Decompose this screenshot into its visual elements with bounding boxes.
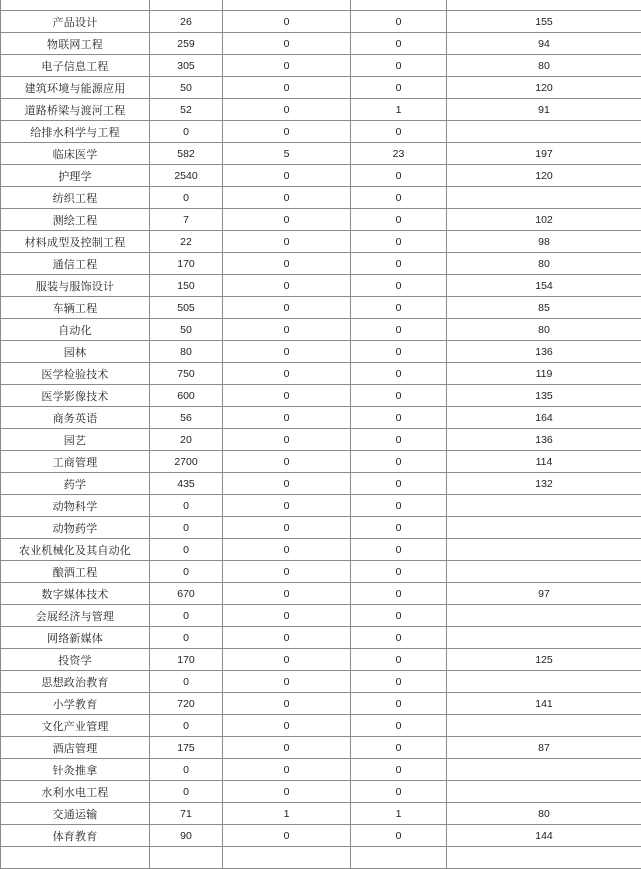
value-cell-2: 0 — [223, 209, 351, 231]
value-cell-4: 94 — [447, 33, 641, 55]
value-cell-4: 80 — [447, 253, 641, 275]
value-cell-1: 170 — [150, 253, 223, 275]
value-cell-1: 0 — [150, 605, 223, 627]
value-cell-3: 23 — [351, 143, 447, 165]
value-cell-4 — [447, 715, 641, 737]
value-cell-2: 0 — [223, 55, 351, 77]
value-cell-4: 119 — [447, 363, 641, 385]
table-row — [1, 605, 641, 627]
value-cell-3: 0 — [351, 121, 447, 143]
value-cell-2: 0 — [223, 649, 351, 671]
value-cell-3: 0 — [351, 231, 447, 253]
value-cell-1: 50 — [150, 77, 223, 99]
value-cell-4: 87 — [447, 737, 641, 759]
value-cell-1: 2700 — [150, 451, 223, 473]
value-cell-1: 0 — [150, 517, 223, 539]
table-row — [1, 803, 641, 825]
value-cell-1: 71 — [150, 803, 223, 825]
major-name-cell: 药学 — [1, 473, 150, 495]
table-row — [1, 319, 641, 341]
table-row — [1, 759, 641, 781]
value-cell-2: 0 — [223, 33, 351, 55]
value-cell-2: 5 — [223, 143, 351, 165]
table-row — [1, 627, 641, 649]
value-cell-3: 0 — [351, 341, 447, 363]
value-cell-2: 0 — [223, 319, 351, 341]
value-cell-3: 0 — [351, 363, 447, 385]
value-cell-3: 0 — [351, 583, 447, 605]
value-cell-2 — [223, 0, 351, 11]
value-cell-3: 0 — [351, 649, 447, 671]
value-cell-2: 0 — [223, 341, 351, 363]
major-name-cell: 道路桥梁与渡河工程 — [1, 99, 150, 121]
value-cell-2: 0 — [223, 825, 351, 847]
value-cell-3: 1 — [351, 99, 447, 121]
value-cell-3: 0 — [351, 781, 447, 803]
table-row — [1, 385, 641, 407]
value-cell-1: 0 — [150, 715, 223, 737]
major-name-cell: 网络新媒体 — [1, 627, 150, 649]
value-cell-4: 80 — [447, 55, 641, 77]
major-name-cell: 车辆工程 — [1, 297, 150, 319]
table-row — [1, 451, 641, 473]
major-name-cell: 体育教育 — [1, 825, 150, 847]
value-cell-2: 0 — [223, 385, 351, 407]
table-row — [1, 33, 641, 55]
value-cell-2: 0 — [223, 297, 351, 319]
value-cell-3: 0 — [351, 33, 447, 55]
value-cell-2: 0 — [223, 77, 351, 99]
value-cell-1: 0 — [150, 539, 223, 561]
major-name-cell: 针灸推拿 — [1, 759, 150, 781]
value-cell-4: 85 — [447, 297, 641, 319]
value-cell-2: 0 — [223, 759, 351, 781]
value-cell-3: 0 — [351, 407, 447, 429]
value-cell-4: 132 — [447, 473, 641, 495]
value-cell-1: 670 — [150, 583, 223, 605]
value-cell-1: 0 — [150, 495, 223, 517]
table-row — [1, 341, 641, 363]
value-cell-4: 125 — [447, 649, 641, 671]
table-row — [1, 671, 641, 693]
value-cell-1: 0 — [150, 187, 223, 209]
table-row — [1, 187, 641, 209]
table-row — [1, 693, 641, 715]
value-cell-1 — [150, 0, 223, 11]
value-cell-1: 600 — [150, 385, 223, 407]
value-cell-2: 0 — [223, 11, 351, 33]
value-cell-4: 114 — [447, 451, 641, 473]
value-cell-3: 0 — [351, 627, 447, 649]
value-cell-4: 135 — [447, 385, 641, 407]
major-name-cell: 电子信息工程 — [1, 55, 150, 77]
value-cell-4: 154 — [447, 275, 641, 297]
value-cell-1: 52 — [150, 99, 223, 121]
table-row — [1, 429, 641, 451]
major-name-cell: 临床医学 — [1, 143, 150, 165]
table-row — [1, 121, 641, 143]
value-cell-2: 0 — [223, 275, 351, 297]
value-cell-2: 0 — [223, 671, 351, 693]
value-cell-4: 102 — [447, 209, 641, 231]
value-cell-3: 0 — [351, 385, 447, 407]
major-name-cell: 酿酒工程 — [1, 561, 150, 583]
value-cell-3: 0 — [351, 451, 447, 473]
table-row — [1, 0, 641, 11]
value-cell-2: 1 — [223, 803, 351, 825]
value-cell-3: 0 — [351, 253, 447, 275]
major-name-cell: 交通运输 — [1, 803, 150, 825]
value-cell-3: 0 — [351, 759, 447, 781]
value-cell-4 — [447, 561, 641, 583]
table-row — [1, 363, 641, 385]
major-name-cell: 自动化 — [1, 319, 150, 341]
value-cell-2: 0 — [223, 165, 351, 187]
value-cell-4: 120 — [447, 165, 641, 187]
value-cell-3: 0 — [351, 165, 447, 187]
table-row — [1, 275, 641, 297]
value-cell-1: 0 — [150, 671, 223, 693]
table-row — [1, 297, 641, 319]
value-cell-1: 26 — [150, 11, 223, 33]
major-name-cell: 文化产业管理 — [1, 715, 150, 737]
value-cell-2: 0 — [223, 627, 351, 649]
value-cell-1: 305 — [150, 55, 223, 77]
value-cell-3: 0 — [351, 495, 447, 517]
value-cell-2: 0 — [223, 231, 351, 253]
value-cell-4 — [447, 187, 641, 209]
table-row — [1, 99, 641, 121]
table-row — [1, 473, 641, 495]
value-cell-4: 98 — [447, 231, 641, 253]
value-cell-2: 0 — [223, 561, 351, 583]
value-cell-4: 136 — [447, 341, 641, 363]
value-cell-4: 91 — [447, 99, 641, 121]
value-cell-2: 0 — [223, 253, 351, 275]
value-cell-3: 0 — [351, 429, 447, 451]
value-cell-4: 80 — [447, 319, 641, 341]
value-cell-4 — [447, 495, 641, 517]
major-name-cell: 通信工程 — [1, 253, 150, 275]
value-cell-1: 2540 — [150, 165, 223, 187]
value-cell-2: 0 — [223, 693, 351, 715]
value-cell-1: 750 — [150, 363, 223, 385]
value-cell-1: 505 — [150, 297, 223, 319]
table-row — [1, 737, 641, 759]
value-cell-1: 0 — [150, 759, 223, 781]
table-row — [1, 495, 641, 517]
value-cell-2: 0 — [223, 451, 351, 473]
value-cell-3: 0 — [351, 693, 447, 715]
value-cell-2: 0 — [223, 715, 351, 737]
table-body — [1, 0, 641, 869]
value-cell-4 — [447, 517, 641, 539]
value-cell-4: 120 — [447, 77, 641, 99]
major-name-cell: 物联网工程 — [1, 33, 150, 55]
major-name-cell: 园艺 — [1, 429, 150, 451]
value-cell-3: 0 — [351, 319, 447, 341]
value-cell-4: 97 — [447, 583, 641, 605]
value-cell-1: 50 — [150, 319, 223, 341]
major-name-cell: 纺织工程 — [1, 187, 150, 209]
value-cell-1: 175 — [150, 737, 223, 759]
value-cell-2: 0 — [223, 737, 351, 759]
value-cell-1: 0 — [150, 627, 223, 649]
value-cell-4 — [447, 0, 641, 11]
value-cell-3: 0 — [351, 209, 447, 231]
major-name-cell: 给排水科学与工程 — [1, 121, 150, 143]
value-cell-2: 0 — [223, 363, 351, 385]
major-name-cell: 农业机械化及其自动化 — [1, 539, 150, 561]
value-cell-2: 0 — [223, 187, 351, 209]
value-cell-1: 170 — [150, 649, 223, 671]
value-cell-1: 150 — [150, 275, 223, 297]
value-cell-3: 0 — [351, 297, 447, 319]
major-name-cell: 医学影像技术 — [1, 385, 150, 407]
major-name-cell: 建筑环境与能源应用 — [1, 77, 150, 99]
value-cell-4: 164 — [447, 407, 641, 429]
value-cell-1: 0 — [150, 121, 223, 143]
value-cell-2: 0 — [223, 429, 351, 451]
value-cell-3: 1 — [351, 803, 447, 825]
value-cell-1: 56 — [150, 407, 223, 429]
major-name-cell: 会展经济与管理 — [1, 605, 150, 627]
major-name-cell: 护理学 — [1, 165, 150, 187]
value-cell-4: 80 — [447, 803, 641, 825]
table-row — [1, 253, 641, 275]
value-cell-1: 720 — [150, 693, 223, 715]
value-cell-3: 0 — [351, 77, 447, 99]
value-cell-1: 22 — [150, 231, 223, 253]
table-row — [1, 715, 641, 737]
table-row — [1, 825, 641, 847]
major-name-cell: 医学检验技术 — [1, 363, 150, 385]
major-name-cell: 服装与服饰设计 — [1, 275, 150, 297]
table-row — [1, 77, 641, 99]
value-cell-4 — [447, 781, 641, 803]
table-row — [1, 407, 641, 429]
major-name-cell: 商务英语 — [1, 407, 150, 429]
value-cell-3: 0 — [351, 275, 447, 297]
value-cell-2: 0 — [223, 539, 351, 561]
value-cell-3: 0 — [351, 561, 447, 583]
value-cell-2: 0 — [223, 583, 351, 605]
value-cell-4 — [447, 627, 641, 649]
table-row — [1, 649, 641, 671]
value-cell-2: 0 — [223, 781, 351, 803]
major-name-cell: 小学教育 — [1, 693, 150, 715]
value-cell-3: 0 — [351, 187, 447, 209]
value-cell-4: 155 — [447, 11, 641, 33]
value-cell-1: 582 — [150, 143, 223, 165]
value-cell-1: 0 — [150, 781, 223, 803]
value-cell-3: 0 — [351, 539, 447, 561]
table-row — [1, 209, 641, 231]
table-row — [1, 517, 641, 539]
table-row — [1, 231, 641, 253]
value-cell-4: 197 — [447, 143, 641, 165]
value-cell-1: 20 — [150, 429, 223, 451]
value-cell-1: 259 — [150, 33, 223, 55]
table-row — [1, 55, 641, 77]
value-cell-3: 0 — [351, 671, 447, 693]
value-cell-4: 141 — [447, 693, 641, 715]
value-cell-3: 0 — [351, 715, 447, 737]
value-cell-4 — [447, 539, 641, 561]
major-name-cell: 动物科学 — [1, 495, 150, 517]
value-cell-2: 0 — [223, 495, 351, 517]
value-cell-2: 0 — [223, 605, 351, 627]
value-cell-4 — [447, 759, 641, 781]
major-name-cell — [1, 0, 150, 11]
value-cell-3: 0 — [351, 517, 447, 539]
major-name-cell: 工商管理 — [1, 451, 150, 473]
value-cell-4 — [447, 605, 641, 627]
table-row — [1, 165, 641, 187]
value-cell-1: 435 — [150, 473, 223, 495]
major-name-cell: 材料成型及控制工程 — [1, 231, 150, 253]
major-name-cell: 产品设计 — [1, 11, 150, 33]
table-row — [1, 143, 641, 165]
value-cell-1: 80 — [150, 341, 223, 363]
table-row — [1, 11, 641, 33]
table-row — [1, 781, 641, 803]
value-cell-3 — [351, 0, 447, 11]
value-cell-3: 0 — [351, 473, 447, 495]
major-name-cell: 园林 — [1, 341, 150, 363]
value-cell-1: 90 — [150, 825, 223, 847]
value-cell-3: 0 — [351, 605, 447, 627]
value-cell-3: 0 — [351, 11, 447, 33]
value-cell-3: 0 — [351, 737, 447, 759]
major-name-cell: 数字媒体技术 — [1, 583, 150, 605]
value-cell-3: 0 — [351, 55, 447, 77]
value-cell-2: 0 — [223, 473, 351, 495]
major-name-cell: 酒店管理 — [1, 737, 150, 759]
major-name-cell: 动物药学 — [1, 517, 150, 539]
value-cell-2: 0 — [223, 121, 351, 143]
value-cell-3: 0 — [351, 825, 447, 847]
major-name-cell: 水利水电工程 — [1, 781, 150, 803]
table-row — [1, 539, 641, 561]
major-name-cell: 测绘工程 — [1, 209, 150, 231]
value-cell-2: 0 — [223, 517, 351, 539]
value-cell-2: 0 — [223, 99, 351, 121]
value-cell-4 — [447, 121, 641, 143]
value-cell-4: 144 — [447, 825, 641, 847]
table-row — [1, 583, 641, 605]
value-cell-4: 136 — [447, 429, 641, 451]
major-name-cell: 投资学 — [1, 649, 150, 671]
value-cell-4 — [447, 671, 641, 693]
value-cell-1: 7 — [150, 209, 223, 231]
major-name-cell: 思想政治教育 — [1, 671, 150, 693]
value-cell-1: 0 — [150, 561, 223, 583]
table-row — [1, 561, 641, 583]
value-cell-2: 0 — [223, 407, 351, 429]
